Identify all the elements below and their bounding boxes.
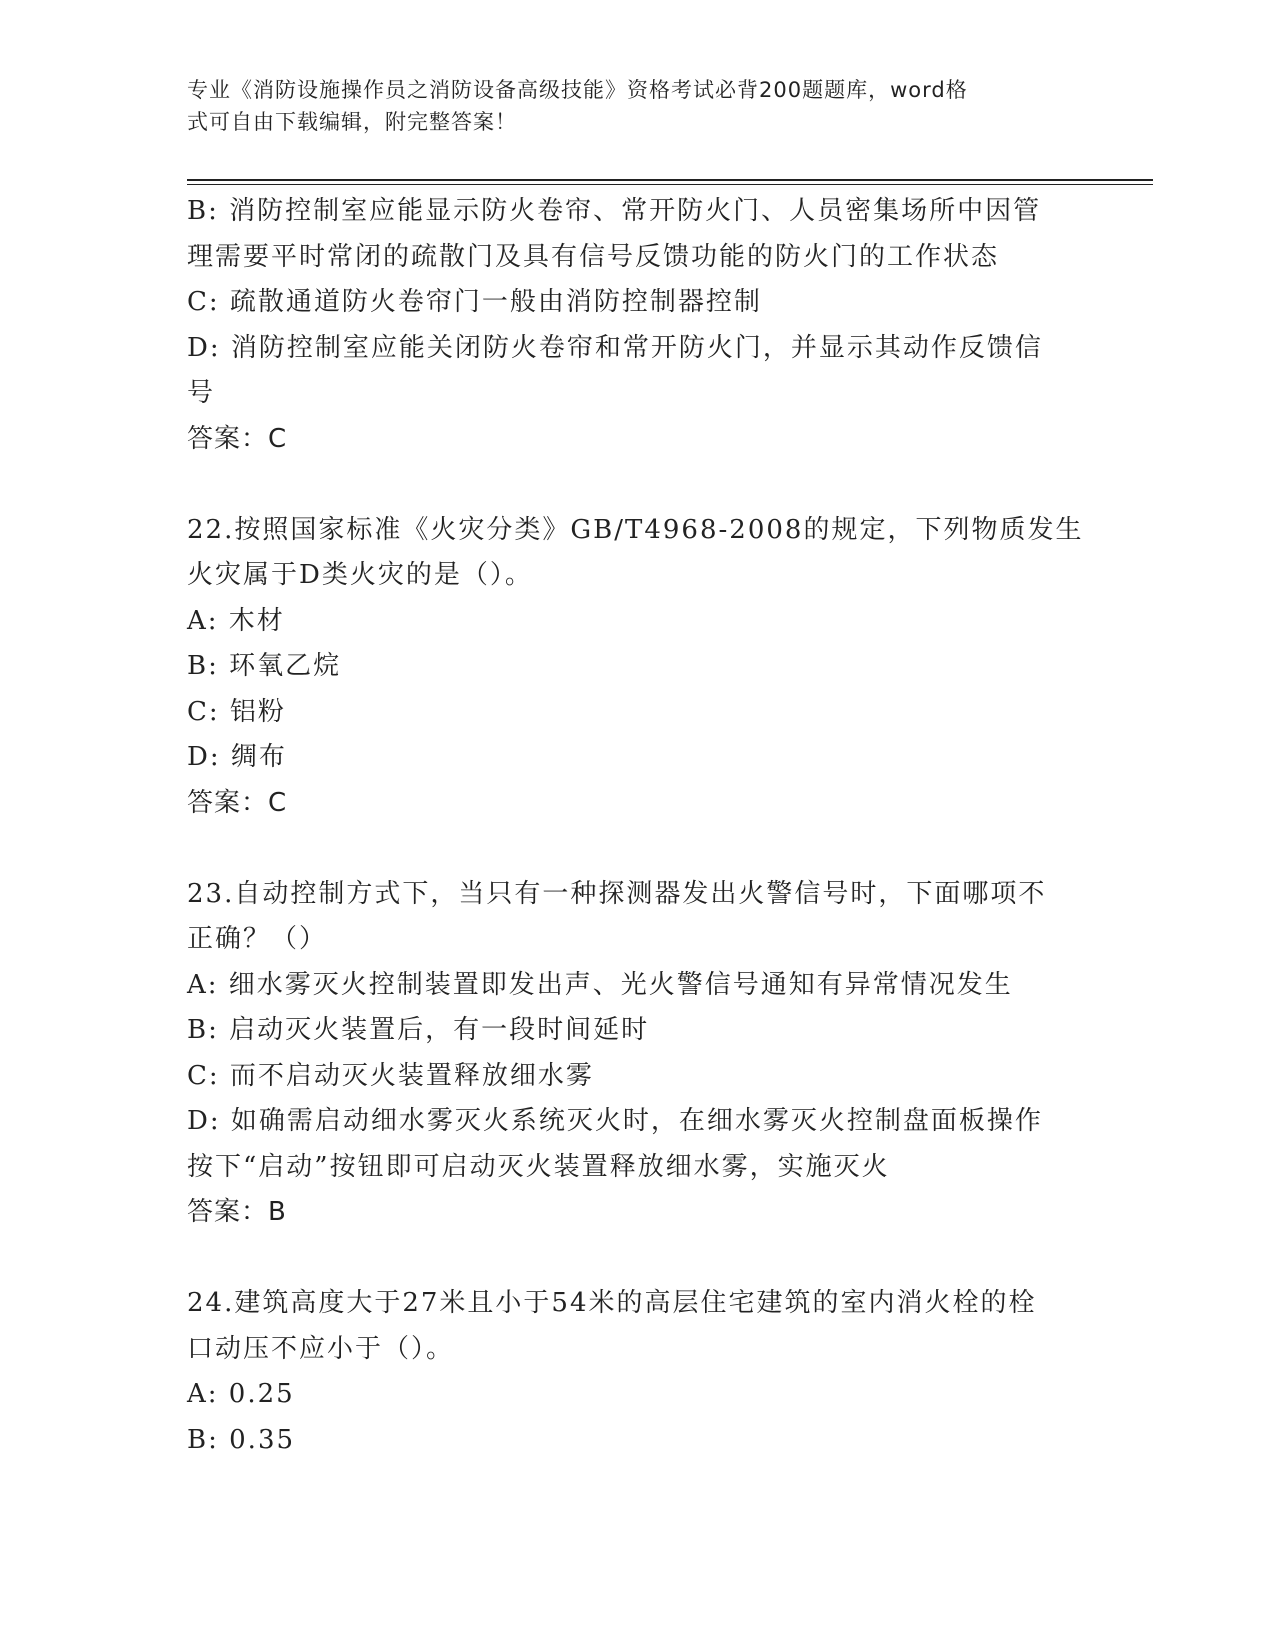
option-a: A: 0.25 <box>187 1379 295 1409</box>
option-a: A: 细水雾灭火控制装置即发出声、光火警信号通知有异常情况发生 <box>187 969 1013 1000</box>
question-stem: 22.按照国家标准《火灾分类》GB/T4968-2008的规定，下列物质发生 <box>187 514 1084 545</box>
document-header <box>187 74 1077 138</box>
question-stem-continued: 火灾属于D类火灾的是（）。 <box>187 560 533 590</box>
option-d-continued: 按下“启动”按钮即可启动灭火装置释放细水雾，实施灭火 <box>187 1151 890 1182</box>
header-divider-thick <box>187 179 1153 181</box>
option-a: A: 木材 <box>187 605 285 636</box>
option-d-continued: 号 <box>187 378 216 408</box>
option-d: D: 如确需启动细水雾灭火系统灭火时，在细水雾灭火控制盘面板操作 <box>187 1106 1043 1136</box>
spacer <box>187 826 1087 872</box>
question-list <box>187 189 1087 1463</box>
option-b-continued: 理需要平时常闭的疏散门及具有信号反馈功能的防火门的工作状态 <box>187 241 1000 272</box>
question-24 <box>187 1281 1087 1463</box>
option-d: D: 绸布 <box>187 742 287 772</box>
option-d: D: 消防控制室应能关闭防火卷帘和常开防火门，并显示其动作反馈信 <box>187 332 1043 363</box>
header-line: 式可自由下载编辑，附完整答案！ <box>187 110 517 134</box>
option-c: C: 疏散通道防火卷帘门一般由消防控制器控制 <box>187 287 762 317</box>
question-stem-continued: 口动压不应小于（）。 <box>187 1333 455 1364</box>
spacer <box>187 462 1087 508</box>
header-divider-thin <box>187 184 1153 185</box>
answer: 答案：C <box>187 787 288 818</box>
spacer <box>187 1236 1087 1282</box>
header-line: 专业《消防设施操作员之消防设备高级技能》资格考试必背200题题库，word格 <box>187 78 968 102</box>
option-c: C: 铝粉 <box>187 696 286 727</box>
answer: 答案：C <box>187 423 288 454</box>
option-b: B: 消防控制室应能显示防火卷帘、常开防火门、人员密集场所中因管 <box>187 196 1042 226</box>
question-stem: 24.建筑高度大于27米且小于54米的高层住宅建筑的室内消火栓的栓 <box>187 1288 1037 1318</box>
answer: 答案：B <box>187 1197 287 1227</box>
option-b: B: 环氧乙烷 <box>187 651 342 681</box>
question-stem: 23.自动控制方式下，当只有一种探测器发出火警信号时，下面哪项不 <box>187 878 1047 909</box>
option-b: B: 0.35 <box>187 1424 296 1455</box>
question-23 <box>187 872 1087 1236</box>
option-b: B: 启动灭火装置后，有一段时间延时 <box>187 1015 650 1045</box>
question-21-tail <box>187 189 1087 462</box>
question-22 <box>187 508 1087 827</box>
question-stem-continued: 正确？（） <box>187 924 328 954</box>
option-c: C: 而不启动灭火装置释放细水雾 <box>187 1060 594 1091</box>
